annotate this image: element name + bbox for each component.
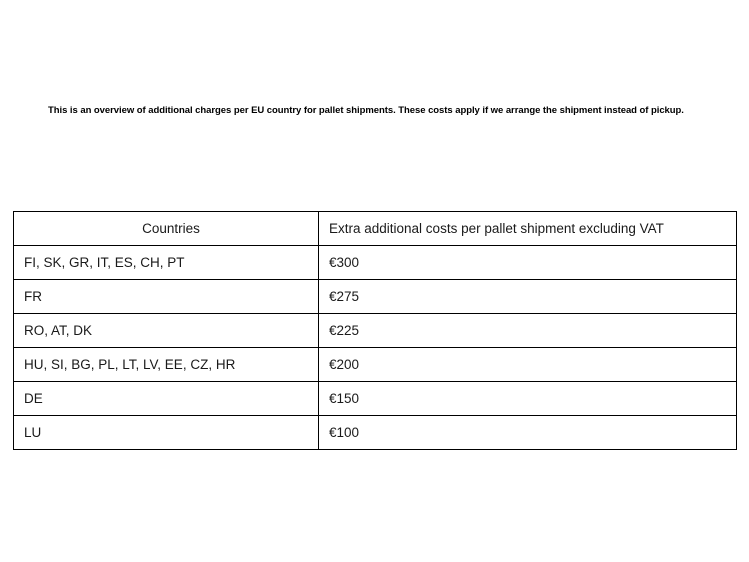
table-row xyxy=(14,382,737,416)
table-header-row xyxy=(14,212,737,246)
cell-countries: LU xyxy=(14,416,319,450)
table-row xyxy=(14,348,737,382)
cell-countries: DE xyxy=(14,382,319,416)
header-cell-costs: Extra additional costs per pallet shipment excluding VAT xyxy=(319,212,737,246)
table-row xyxy=(14,416,737,450)
header-cell-countries: Countries xyxy=(14,212,319,246)
cell-cost: €225 xyxy=(319,314,737,348)
table-row xyxy=(14,314,737,348)
intro-note: This is an overview of additional charges per EU country for pallet shipments. These costs apply if we arrange the shipment instead of pickup. xyxy=(48,105,684,116)
pallet-surcharge-table xyxy=(13,211,737,450)
table-row xyxy=(14,280,737,314)
cell-countries: FI, SK, GR, IT, ES, CH, PT xyxy=(14,246,319,280)
cell-countries: HU, SI, BG, PL, LT, LV, EE, CZ, HR xyxy=(14,348,319,382)
cell-countries: FR xyxy=(14,280,319,314)
cell-countries: RO, AT, DK xyxy=(14,314,319,348)
cell-cost: €100 xyxy=(319,416,737,450)
cell-cost: €275 xyxy=(319,280,737,314)
cell-cost: €200 xyxy=(319,348,737,382)
table-row xyxy=(14,246,737,280)
cell-cost: €150 xyxy=(319,382,737,416)
cell-cost: €300 xyxy=(319,246,737,280)
